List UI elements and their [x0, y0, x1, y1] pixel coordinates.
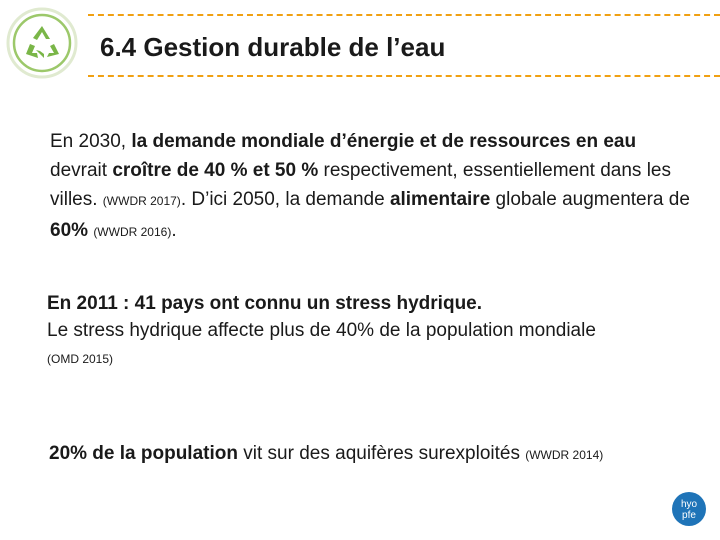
p1-text: .: [171, 220, 177, 241]
p3-text: vit sur des aquifères surexploités: [237, 443, 526, 464]
header-top-rule: [88, 14, 720, 16]
citation: (WWDR 2016): [93, 225, 172, 239]
paragraph-water-stress: [47, 290, 607, 373]
hydro-logo-badge: [670, 490, 708, 528]
p2-bold: En 2011 : 41 pays ont connu un stress hydrique.: [47, 293, 483, 314]
page-title: 6.4 Gestion durable de l’eau: [100, 32, 446, 62]
badge-text: hyo: [680, 499, 698, 510]
p1-bold: 60%: [50, 220, 89, 241]
badge-text: pfe: [682, 510, 696, 521]
recycle-icon: [2, 6, 82, 80]
p2-text: Le stress hydrique affecte plus de 40% de la population mondiale: [47, 320, 596, 341]
p1-text: globale augmentera de: [490, 189, 690, 210]
p1-text: respectivement, essentiellement dans les villes.: [50, 160, 671, 210]
p3-bold: 20% de la population: [49, 443, 238, 464]
header-bottom-rule: [88, 75, 720, 77]
citation: (WWDR 2017): [102, 194, 181, 208]
p1-bold: la demande mondiale d’énergie et de ressources en eau: [131, 131, 637, 152]
p1-text: devrait: [50, 160, 113, 181]
paragraph-aquifers: [49, 438, 669, 471]
p1-text: . D’ici 2050, la demande: [180, 189, 390, 210]
p1-bold: alimentaire: [389, 189, 491, 210]
p1-text: En 2030,: [50, 131, 132, 152]
paragraph-water-demand: [50, 127, 690, 247]
citation: (WWDR 2014): [525, 448, 604, 462]
p1-bold: croître de 40 % et 50 %: [112, 160, 319, 181]
citation: (OMD 2015): [47, 352, 114, 366]
